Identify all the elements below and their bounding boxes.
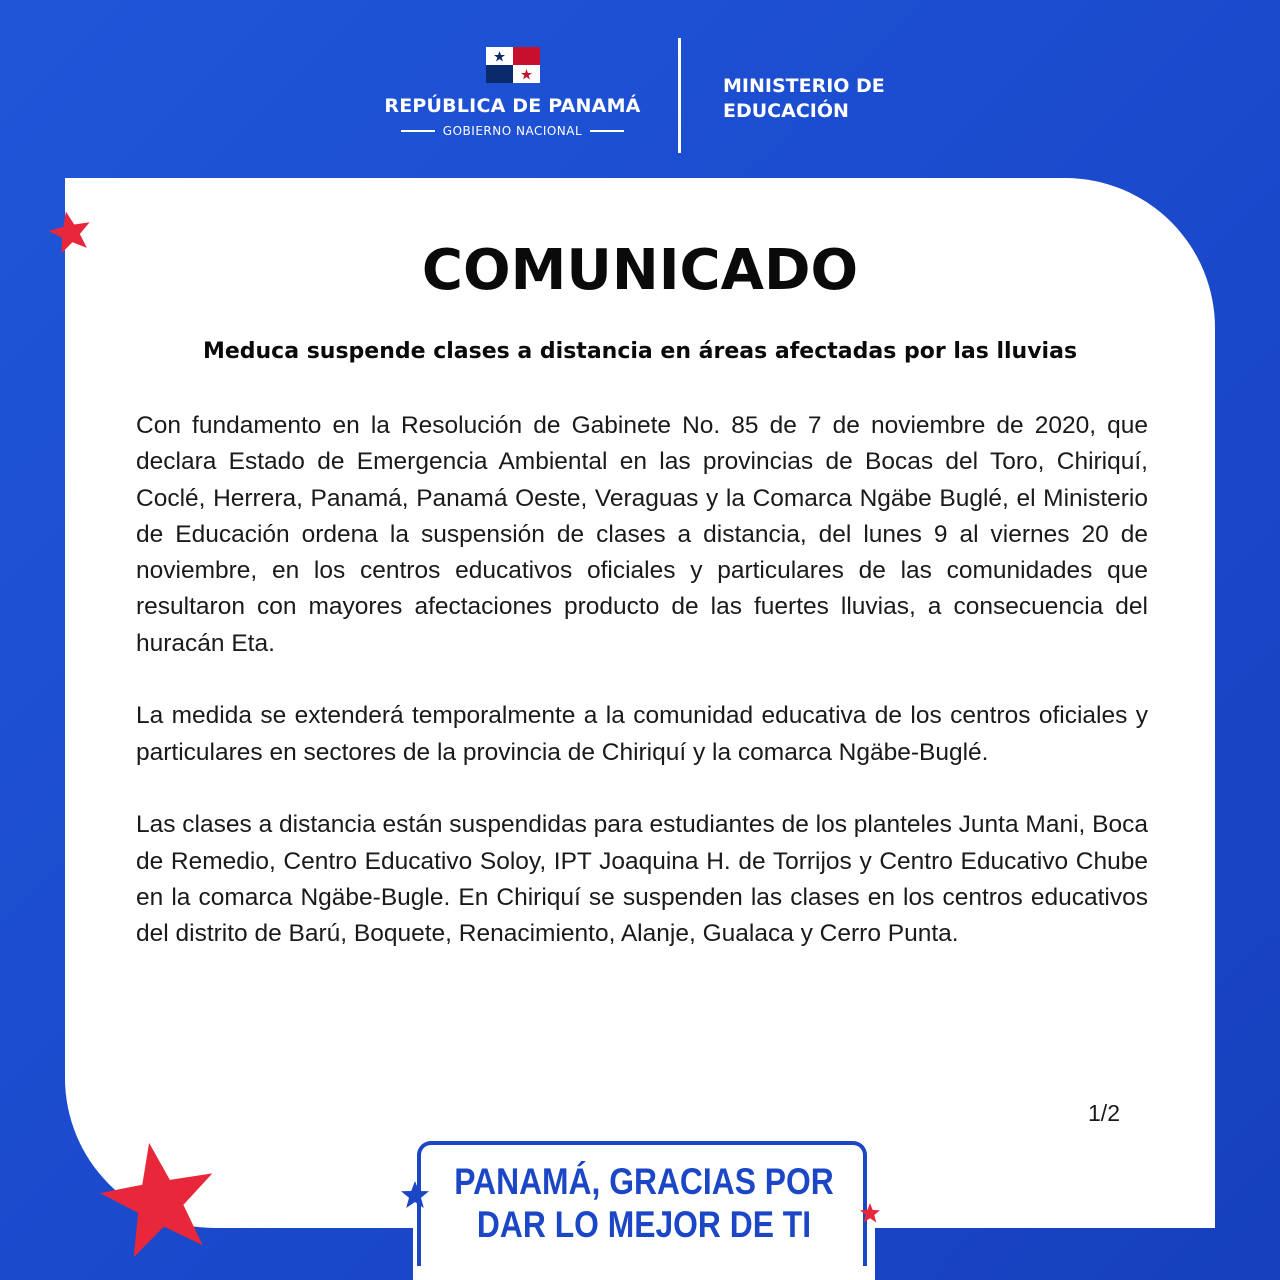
slogan-text xyxy=(445,1160,842,1246)
country-name: REPÚBLICA DE PANAMÁ xyxy=(384,95,641,117)
decorative-line xyxy=(401,130,435,132)
notice-subtitle: Meduca suspende clases a distancia en áreas afectadas por las lluvias xyxy=(202,339,1078,364)
slogan-line-1: PANAMÁ, GRACIAS POR xyxy=(454,1161,834,1202)
notice-body xyxy=(136,408,1148,989)
decorative-line xyxy=(590,130,624,132)
ministry-name xyxy=(723,74,885,124)
paragraph: Las clases a distancia están suspendidas para estudiantes de los planteles Junta Mani, Boca de Remedio, Centro Educativo Soloy, IPT Joaquina H. de Torrijos y Centro Educativo Chube en la comarca Ngäbe-Bugle. En Chiriquí se suspenden las clases en los centros educativos del distrito de Barú, Boquete, Renacimiento, Alanje, Gualaca y Cerro Punta. xyxy=(136,811,1148,948)
large-red-star-icon xyxy=(98,1138,220,1260)
page-title: COMUNICADO xyxy=(421,238,859,303)
government-text: GOBIERNO NACIONAL xyxy=(442,124,583,138)
paragraph: Con fundamento en la Resolución de Gabinete No. 85 de 7 de noviembre de 2020, que declara Estado de Emergencia Ambiental en las provincias de Bocas del Toro, Chiriquí, Coclé, Herrera, Panamá, Panamá Oeste, Veraguas y la Comarca Ngäbe Buglé, el Ministerio de Educación ordena la suspensión de clases a distancia, del lunes 9 al viernes 20 de noviembre, en los centros educativos oficiales y particulares de las comunidades que resultaron con mayores afectaciones producto de las fuertes lluvias, a consecuencia del huracán Eta. xyxy=(136,412,1148,657)
ministry-line-2: EDUCACIÓN xyxy=(723,100,849,122)
blue-star-icon xyxy=(400,1180,430,1210)
government-label xyxy=(370,124,655,138)
panama-flag-icon xyxy=(486,47,540,83)
header xyxy=(0,0,1280,175)
tiny-red-star-icon xyxy=(859,1202,881,1224)
page-indicator: 1/2 xyxy=(1088,1100,1120,1126)
header-divider xyxy=(678,38,681,153)
ministry-line-1: MINISTERIO DE xyxy=(723,75,885,97)
paragraph: La medida se extenderá temporalmente a la comunidad educativa de los centros oficiales y particulares en sectores de la provincia de Chiriquí y la comarca Ngäbe-Buglé. xyxy=(136,702,1148,766)
slogan-line-2: DAR LO MEJOR DE TI xyxy=(476,1204,812,1245)
